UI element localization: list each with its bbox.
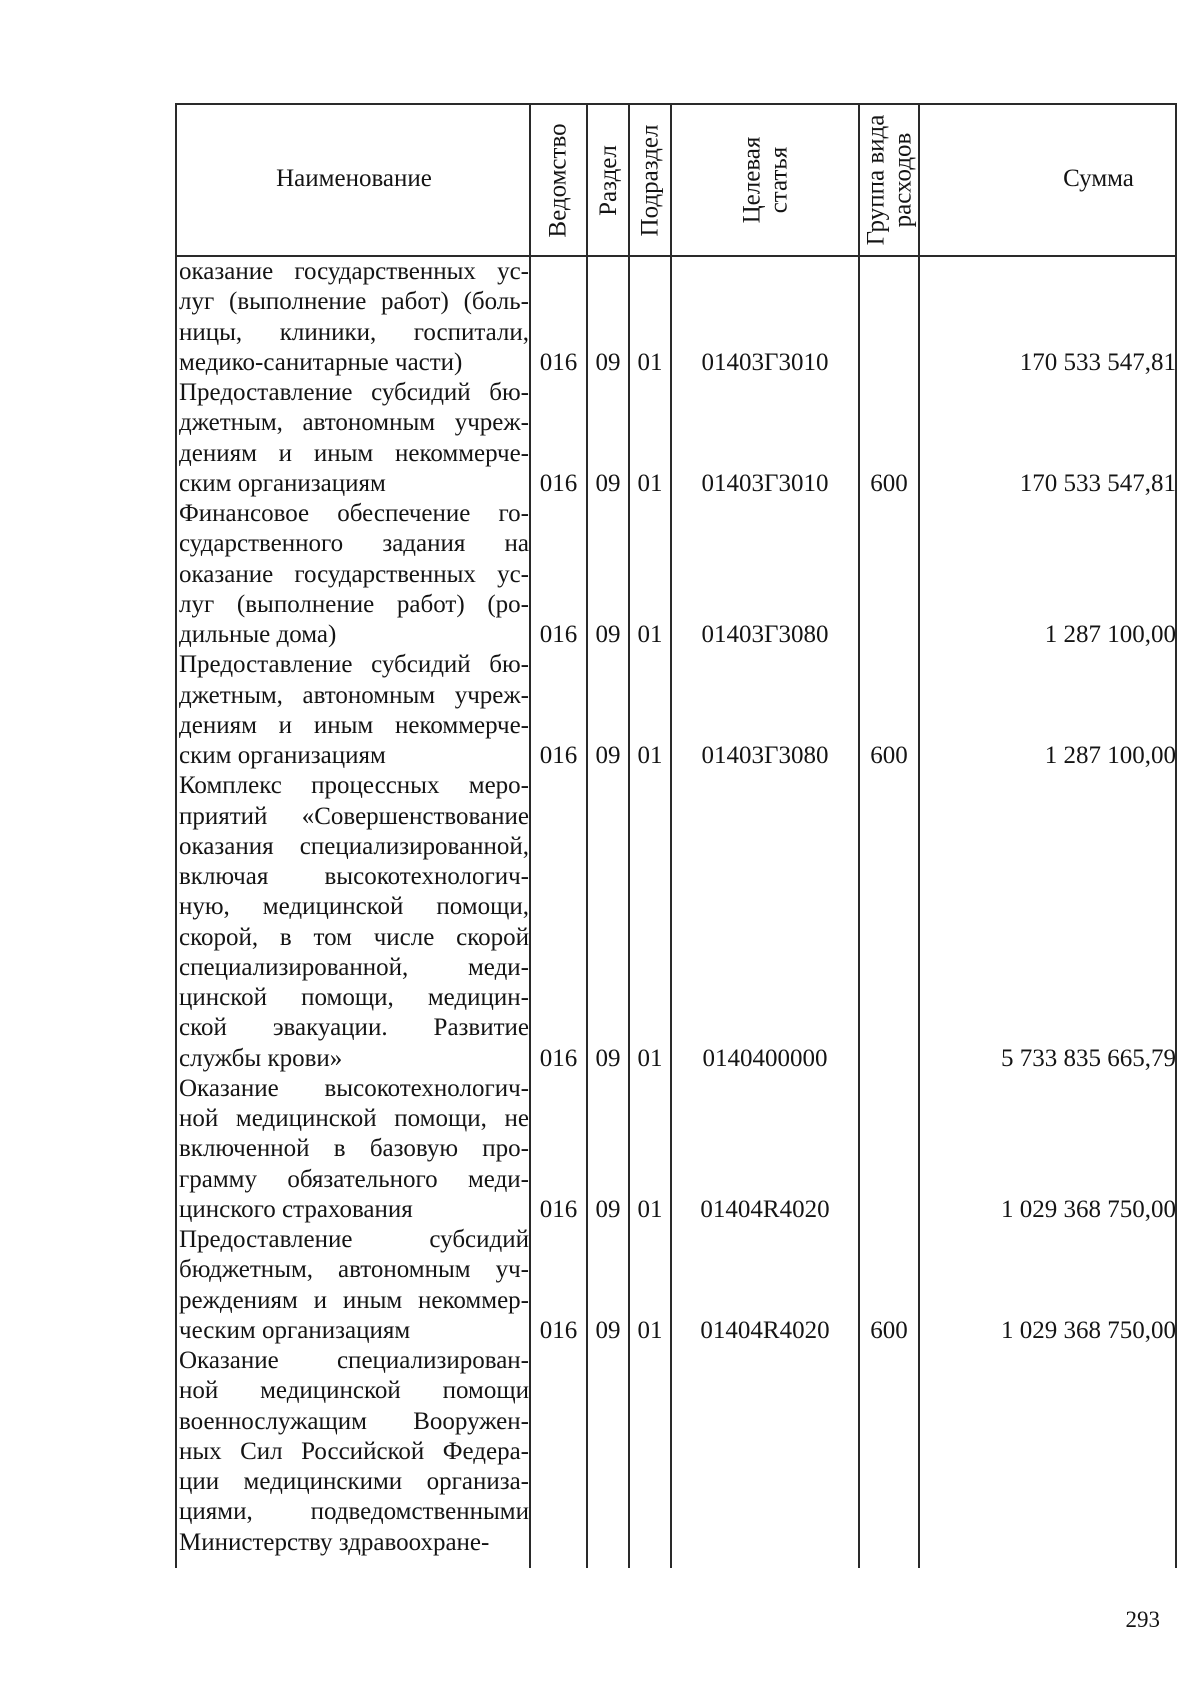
- row-name-line: Финансовое обеспечение го-: [179, 500, 529, 527]
- row-target-item: 01404R4020: [700, 1316, 830, 1344]
- row-name-line: службы крови»: [179, 1044, 343, 1072]
- row-subsection: 01: [637, 348, 663, 376]
- row-name: [179, 1225, 529, 1346]
- header-target-item-line: Целевая: [737, 136, 765, 224]
- row-name-line: приятий «Совершенствование: [179, 802, 529, 830]
- row-section: 09: [595, 469, 621, 497]
- page-number: 293: [1125, 1607, 1160, 1632]
- row-name: [179, 650, 529, 771]
- row-section: 09: [595, 621, 621, 648]
- header-expense-group-cell: [860, 105, 918, 255]
- row-name-line: джетным, автономным учреж-: [179, 681, 529, 709]
- row-name-line: военнослужащим Вооружен-: [179, 1407, 529, 1435]
- row-department: 016: [539, 348, 578, 376]
- header-subsection-cell: [630, 105, 670, 255]
- row-name-line: дильные дома): [179, 621, 337, 648]
- header-subsection: Подраздел: [636, 124, 664, 236]
- row-name-line: циями, подведомственными: [179, 1498, 529, 1526]
- row-name-line: Комплекс процессных меро-: [179, 772, 529, 800]
- row-section: 09: [595, 742, 621, 769]
- row-sum: 170 533 547,81: [1019, 348, 1176, 376]
- column-divider: [918, 105, 920, 1568]
- column-divider: [670, 105, 672, 1568]
- row-section: 09: [595, 348, 621, 376]
- row-section: 09: [595, 1195, 621, 1223]
- row-name-line: реждениям и иным некоммер-: [179, 1286, 529, 1314]
- row-name-line: ных Сил Российской Федера-: [179, 1437, 529, 1465]
- header-department-cell: [531, 105, 586, 255]
- row-name-line: цинского страхования: [179, 1195, 413, 1223]
- header-target-item-line: статья: [764, 146, 792, 214]
- row-name-line: медико-санитарные части): [179, 348, 463, 376]
- row-sum: 170 533 547,81: [1019, 469, 1176, 497]
- header-expense-group-line: Группа вида: [862, 114, 889, 246]
- header-name: Наименование: [276, 165, 432, 192]
- row-name-line: ной медицинской помощи: [179, 1377, 529, 1405]
- row-name-line: ской эвакуации. Развитие: [179, 1014, 529, 1042]
- row-name-line: ную, медицинской помощи,: [179, 893, 529, 921]
- row-name: [179, 1074, 529, 1225]
- row-subsection: 01: [637, 621, 663, 648]
- header-expense-group-line: расходов: [889, 132, 916, 228]
- header-target-item-cell: [672, 105, 858, 255]
- row-target-item: 01403Г3010: [701, 469, 829, 497]
- row-name-line: луг (выполнение работ) (ро-: [179, 590, 529, 618]
- header-sum: Сумма: [1063, 165, 1134, 192]
- row-target-item: 01403Г3080: [701, 742, 829, 769]
- row-subsection: 01: [637, 1044, 663, 1072]
- row-name-line: ческим организациям: [179, 1316, 411, 1344]
- row-name-line: включая высокотехнологич-: [179, 863, 529, 890]
- column-divider: [586, 105, 588, 1568]
- row-subsection: 01: [637, 742, 663, 769]
- row-name-line: оказание государственных ус-: [179, 258, 529, 285]
- row-subsection: 01: [637, 469, 663, 497]
- row-expense-group: 600: [870, 469, 908, 497]
- row-sum: 1 287 100,00: [1044, 742, 1176, 769]
- row-name: [179, 771, 529, 1074]
- row-target-item: 01403Г3010: [701, 348, 829, 376]
- row-expense-group: 600: [870, 742, 908, 769]
- row-department: 016: [539, 1316, 578, 1344]
- header-target-item: [738, 137, 792, 224]
- row-department: 016: [539, 1195, 578, 1223]
- budget-table: [175, 103, 1177, 1568]
- row-name-line: джетным, автономным учреж-: [179, 409, 529, 437]
- row-name: [179, 257, 529, 378]
- row-name-line: ским организациям: [179, 742, 386, 769]
- row-expense-group: 600: [870, 1316, 908, 1344]
- row-name-line: дениям и иным некоммерче-: [179, 439, 529, 467]
- row-name-line: оказания специализированной,: [179, 832, 529, 860]
- row-department: 016: [539, 469, 578, 497]
- row-name-line: специализированной, меди-: [179, 953, 529, 981]
- column-divider: [529, 105, 531, 1568]
- row-name-line: Министерству здравоохране-: [179, 1528, 490, 1556]
- row-name-line: дениям и иным некоммерче-: [179, 711, 529, 739]
- row-name-line: включенной в базовую про-: [179, 1135, 529, 1163]
- row-target-item: 0140400000: [702, 1044, 828, 1072]
- row-department: 016: [539, 621, 578, 648]
- row-department: 016: [539, 742, 578, 769]
- row-name-line: грамму обязательного меди-: [179, 1165, 529, 1193]
- header-department: Ведомство: [545, 122, 573, 238]
- column-divider: [858, 105, 860, 1568]
- row-name-line: луг (выполнение работ) (боль-: [179, 288, 529, 316]
- row-name-line: оказание государственных ус-: [179, 560, 529, 588]
- header-section: Раздел: [594, 144, 622, 216]
- row-subsection: 01: [637, 1316, 663, 1344]
- row-name: [179, 499, 529, 650]
- row-name-line: Предоставление субсидий бю-: [179, 379, 529, 406]
- row-section: 09: [595, 1044, 621, 1072]
- row-sum: 1 029 368 750,00: [1001, 1316, 1176, 1344]
- row-name: [179, 1346, 529, 1558]
- row-name-line: сударственного задания на: [179, 530, 529, 558]
- row-name-line: бюджетным, автономным уч-: [179, 1256, 529, 1284]
- row-sum: 5 733 835 665,79: [1001, 1044, 1176, 1072]
- row-name-line: ной медицинской помощи, не: [179, 1105, 529, 1132]
- row-target-item: 01404R4020: [700, 1195, 830, 1223]
- row-sum: 1 287 100,00: [1044, 621, 1176, 648]
- row-subsection: 01: [637, 1195, 663, 1223]
- row-name-line: ницы, клиники, госпитали,: [179, 318, 529, 346]
- column-divider: [628, 105, 630, 1568]
- row-name-line: Предоставление субсидий бю-: [179, 651, 529, 679]
- row-name-line: Предоставление субсидий: [179, 1226, 529, 1253]
- row-name-line: ским организациям: [179, 469, 386, 497]
- row-section: 09: [595, 1316, 621, 1344]
- row-name: [179, 378, 529, 499]
- row-name-line: скорой, в том числе скорой: [179, 923, 529, 951]
- row-name-line: Оказание высокотехнологич-: [179, 1074, 529, 1102]
- row-sum: 1 029 368 750,00: [1001, 1195, 1176, 1223]
- row-target-item: 01403Г3080: [701, 621, 829, 648]
- row-name-line: ции медицинскими организа-: [179, 1468, 529, 1495]
- row-name-line: Оказание специализирован-: [179, 1347, 529, 1374]
- header-expense-group: [862, 115, 916, 246]
- header-section-cell: [588, 105, 628, 255]
- row-department: 016: [539, 1044, 578, 1072]
- row-name-line: цинской помощи, медицин-: [179, 984, 529, 1011]
